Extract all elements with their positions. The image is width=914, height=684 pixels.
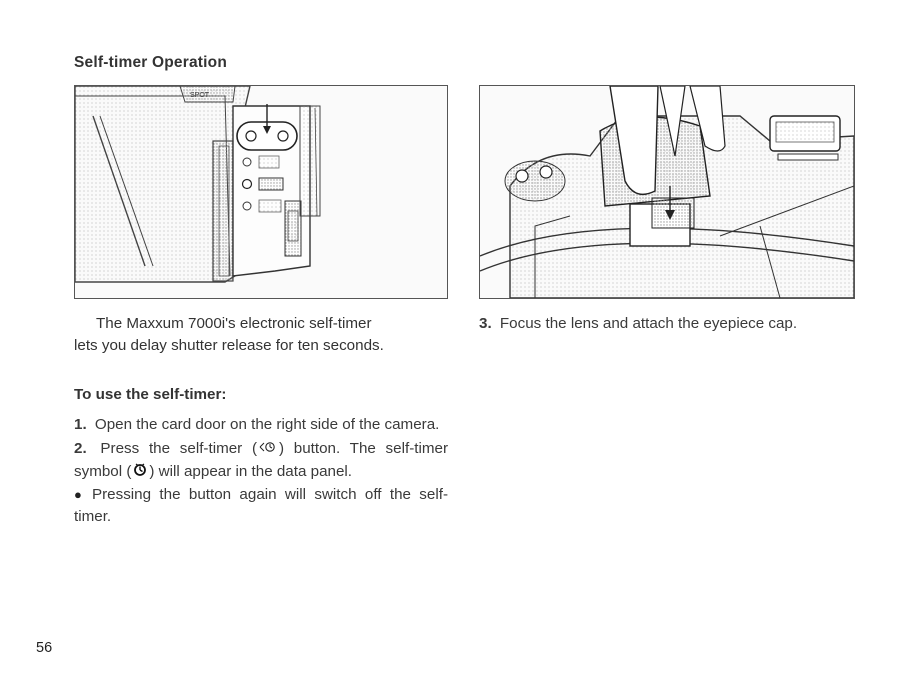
step-3 — [479, 315, 797, 332]
step-1-text: Open the card door on the right side of the camera. — [94, 416, 440, 433]
step-2-text-a: Press the self-timer ( — [100, 439, 257, 457]
eyepiece-cap-drawing — [480, 86, 854, 298]
step-2-text-b: ) button. The self-timer symbol ( — [74, 439, 448, 480]
eyepiece-cap-illustration — [479, 85, 855, 299]
self-timer-symbol-icon — [131, 460, 149, 483]
intro-line-1: The Maxxum 7000i's electronic self-timer — [96, 315, 372, 332]
intro-paragraph — [74, 313, 448, 357]
note-text: Pressing the button again will switch off the self-timer. — [74, 485, 449, 525]
self-timer-icon — [257, 437, 279, 460]
step-2-number: 2. — [74, 439, 87, 457]
step-1 — [74, 414, 448, 437]
instruction-steps — [74, 414, 448, 529]
card-door-drawing — [75, 86, 447, 298]
step-1-number: 1. — [74, 416, 87, 433]
bullet-icon: ● — [74, 486, 86, 502]
step-2 — [74, 437, 448, 484]
step-3-number: 3. — [479, 315, 492, 332]
page-number: 56 — [36, 640, 53, 656]
spot-label: SPOT — [190, 92, 210, 99]
card-door-illustration — [74, 85, 448, 299]
step-2-text-c: ) will appear in the data panel. — [149, 463, 353, 480]
instructions-heading: To use the self-timer: — [74, 386, 227, 403]
section-heading: Self-timer Operation — [74, 54, 227, 71]
step-3-text: Focus the lens and attach the eyepiece cap. — [499, 315, 798, 332]
intro-line-2: lets you delay shutter release for ten seconds. — [74, 337, 384, 354]
note-item — [74, 484, 448, 529]
